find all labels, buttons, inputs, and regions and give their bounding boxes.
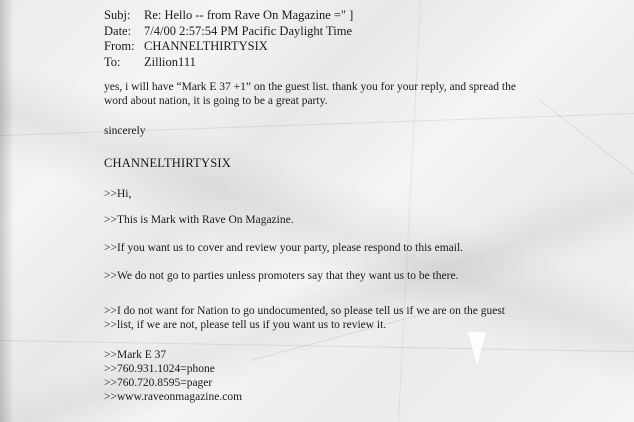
quoted-greeting: >>Hi, [104, 188, 132, 200]
quoted-phone: >>760.931.1024=phone [104, 363, 215, 375]
date-value: 7/4/00 2:57:54 PM Pacific Daylight Time [144, 23, 352, 38]
reply-line-2: word about nation, it is going to be a great party. [104, 95, 328, 107]
signature: CHANNELTHIRTYSIX [104, 156, 231, 170]
email-header [104, 8, 353, 70]
quoted-undocumented-line-2: >>list, if we are not, please tell us if you want us to review it. [104, 319, 387, 331]
from-value: CHANNELTHIRTYSIX [144, 39, 268, 53]
paper-crease [539, 100, 634, 175]
paper-tear [468, 332, 486, 366]
quoted-pager: >>760.720.8595=pager [104, 377, 213, 389]
reply-line-1: yes, i will have “Mark E 37 +1” on the guest list. thank you for your reply, and spread the [104, 81, 516, 93]
paper-crease [397, 0, 421, 422]
quoted-website: >>www.raveonmagazine.com [104, 391, 243, 403]
quoted-name: >>Mark E 37 [104, 349, 167, 361]
quoted-intro: >>This is Mark with Rave On Magazine. [104, 214, 294, 226]
to-row [104, 55, 353, 71]
date-row [104, 24, 353, 40]
from-row [104, 39, 353, 55]
from-label: From: [104, 39, 135, 53]
date-label: Date: [104, 23, 132, 38]
subject-value: Re: Hello -- from Rave On Magazine =" ] [144, 8, 354, 22]
subject-label: Subj: [104, 8, 131, 22]
quoted-cover: >>If you want us to cover and review your party, please respond to this email. [104, 242, 464, 254]
quoted-undocumented-line-1: >>I do not want for Nation to go undocumented, so please tell us if we are on the guest [104, 305, 506, 317]
paper-crease [0, 113, 634, 136]
to-value: Zillion111 [144, 54, 196, 69]
quoted-parties: >>We do not go to parties unless promoters say that they want us to be there. [104, 270, 459, 282]
to-label: To: [104, 54, 121, 69]
page-edge-shadow [0, 0, 14, 422]
subject-row [104, 8, 353, 24]
closing: sincerely [104, 125, 146, 137]
